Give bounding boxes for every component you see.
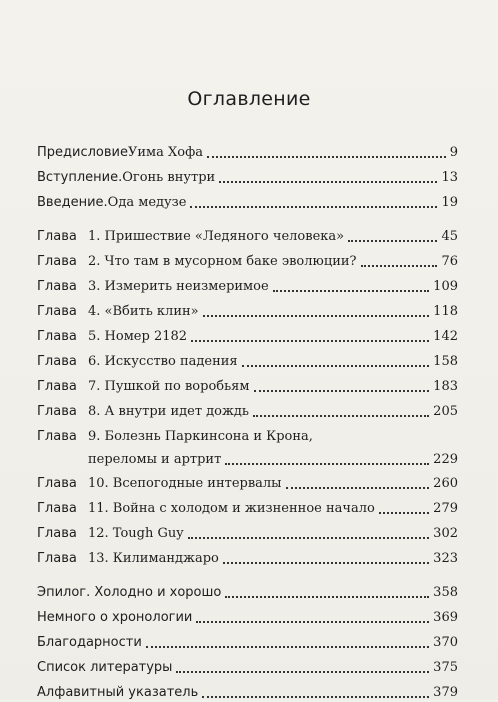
page-number: 13	[441, 170, 458, 185]
page-number: 118	[433, 304, 458, 319]
page-number: 369	[433, 610, 458, 625]
toc-heading: Оглавление	[187, 88, 311, 110]
page-number: 379	[433, 685, 458, 700]
chapter-title: 2. Что там в мусорном баке эволюции?	[88, 254, 357, 269]
toc-entry-chapter-2[interactable]	[37, 249, 458, 271]
page-number: 323	[433, 551, 458, 566]
leader-dots	[225, 596, 429, 598]
page-number: 45	[441, 229, 458, 244]
toc-entry-chapter-9-continued[interactable]	[37, 447, 458, 469]
toc-entry-chapter-3[interactable]	[37, 274, 458, 296]
page-number: 183	[433, 379, 458, 394]
chapter-title: 10. Всепогодные интервалы	[88, 476, 282, 491]
leader-dots	[273, 290, 429, 292]
toc-entry-bibliography[interactable]	[37, 655, 458, 677]
chapter-title: 6. Искусство падения	[88, 354, 238, 369]
toc-entry-chapter-12[interactable]	[37, 521, 458, 543]
page-number: 375	[433, 660, 458, 675]
toc-entry-index[interactable]	[37, 680, 458, 702]
entry-label: Список литературы	[37, 660, 173, 675]
toc-entry-chapter-9[interactable]	[37, 424, 458, 446]
toc-entry-chapter-11[interactable]	[37, 496, 458, 518]
leader-dots	[176, 671, 429, 673]
entry-title: Уима Хофа	[127, 145, 204, 160]
chapter-title: 7. Пушкой по воробьям	[88, 379, 250, 394]
toc-entry-epilogue[interactable]	[37, 580, 458, 602]
toc-entry-foreword[interactable]	[37, 190, 458, 212]
chapter-label: Глава	[37, 229, 77, 244]
chapter-label: Глава	[37, 551, 77, 566]
chapter-title-continued: переломы и артрит	[88, 452, 222, 467]
toc-entry-chapter-7[interactable]	[37, 374, 458, 396]
leader-dots	[203, 315, 430, 317]
page-number: 229	[433, 452, 458, 467]
page-number: 76	[441, 254, 458, 269]
page-number: 370	[433, 635, 458, 650]
page-number: 279	[433, 501, 458, 516]
toc-entry-chapter-1[interactable]	[37, 224, 458, 246]
entry-label: Вступление.	[37, 170, 123, 185]
page-number: 205	[433, 404, 458, 419]
chapter-label: Глава	[37, 501, 77, 516]
page-number: 109	[433, 279, 458, 294]
page-number: 358	[433, 585, 458, 600]
entry-label: Введение.	[37, 195, 108, 210]
page-number: 142	[433, 329, 458, 344]
toc-entry-preface[interactable]	[37, 140, 458, 162]
toc-entry-chapter-4[interactable]	[37, 299, 458, 321]
leader-dots	[202, 696, 429, 698]
page-number: 302	[433, 526, 458, 541]
chapter-label: Глава	[37, 304, 77, 319]
chapter-title: 12. Tough Guy	[88, 526, 184, 541]
entry-label: Немного о хронологии	[37, 610, 193, 625]
toc-entry-chronology[interactable]	[37, 605, 458, 627]
entry-label: Благодарности	[37, 635, 142, 650]
leader-dots	[254, 390, 430, 392]
toc-entry-chapter-6[interactable]	[37, 349, 458, 371]
leader-dots	[191, 340, 429, 342]
chapter-title: 13. Килиманджаро	[88, 551, 219, 566]
chapter-title: 5. Номер 2182	[88, 329, 188, 344]
leader-dots	[196, 621, 429, 623]
chapter-label: Глава	[37, 254, 77, 269]
toc-entry-acknowledgements[interactable]	[37, 630, 458, 652]
chapter-label: Глава	[37, 476, 77, 491]
entry-label: Алфавитный указатель	[37, 685, 199, 700]
entry-label: Предисловие	[37, 145, 128, 160]
leader-dots	[361, 265, 438, 267]
chapter-label: Глава	[37, 404, 77, 419]
leader-dots	[286, 487, 430, 489]
leader-dots	[253, 415, 429, 417]
chapter-label: Глава	[37, 279, 77, 294]
page-number: 9	[449, 145, 458, 160]
page-number: 158	[433, 354, 458, 369]
leader-dots	[225, 463, 429, 465]
chapter-title: 4. «Вбить клин»	[88, 304, 199, 319]
leader-dots	[348, 240, 437, 242]
chapter-title: 8. А внутри идет дождь	[88, 404, 250, 419]
chapter-title: 11. Война с холодом и жизненное начало	[88, 501, 375, 516]
page-number: 19	[441, 195, 458, 210]
entry-title: Ода медузе	[107, 195, 187, 210]
entry-label: Эпилог. Холодно и хорошо	[37, 585, 222, 600]
chapter-label: Глава	[37, 429, 77, 444]
chapter-label: Глава	[37, 379, 77, 394]
chapter-title: 3. Измерить неизмеримое	[88, 279, 269, 294]
leader-dots	[188, 537, 430, 539]
leader-dots	[219, 181, 437, 183]
leader-dots	[207, 156, 446, 158]
chapter-title: 1. Пришествие «Ледяного человека»	[88, 229, 345, 244]
toc-entry-chapter-8[interactable]	[37, 399, 458, 421]
leader-dots	[223, 562, 429, 564]
chapter-label: Глава	[37, 354, 77, 369]
chapter-label: Глава	[37, 526, 77, 541]
entry-title: Огонь внутри	[122, 170, 216, 185]
chapter-label: Глава	[37, 329, 77, 344]
leader-dots	[146, 646, 429, 648]
toc-entry-chapter-10[interactable]	[37, 471, 458, 493]
toc-entry-chapter-5[interactable]	[37, 324, 458, 346]
leader-dots	[379, 512, 429, 514]
chapter-title: 9. Болезнь Паркинсона и Крона,	[88, 429, 313, 444]
toc-entry-introduction[interactable]	[37, 165, 458, 187]
page-number: 260	[433, 476, 458, 491]
toc-entry-chapter-13[interactable]	[37, 546, 458, 568]
leader-dots	[190, 206, 437, 208]
leader-dots	[242, 365, 430, 367]
